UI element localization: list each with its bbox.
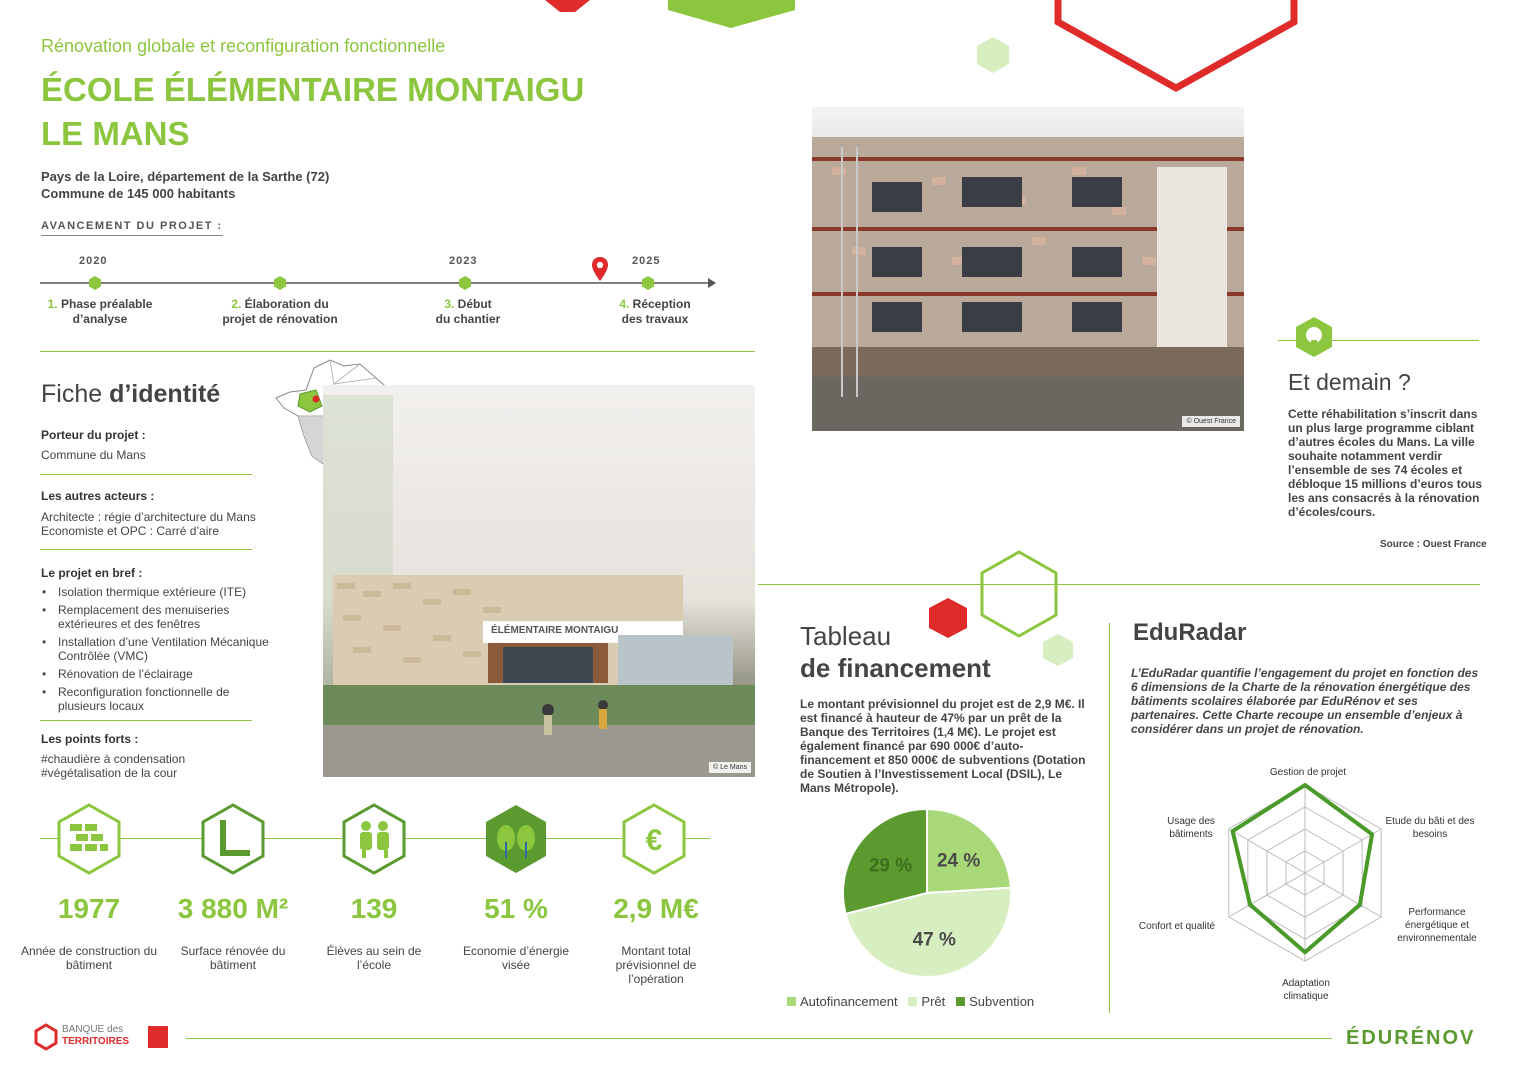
legend-swatch-subvention <box>956 997 965 1006</box>
radar-label-adaptation: Adaptation climatique <box>1282 978 1330 1002</box>
timeline-year-2025: 2025 <box>632 255 661 267</box>
radar-label-etude: Etude du bâti et des besoins <box>1385 816 1475 840</box>
bref-label: Le projet en bref : <box>41 566 143 580</box>
page-subtitle: Rénovation globale et reconfiguration fonctionnelle <box>41 36 446 56</box>
school-render-photo <box>323 385 755 777</box>
list-item: • Remplacement des menuiseries extérieures et des fenêtres <box>58 603 278 631</box>
timeline-year-2023: 2023 <box>449 255 478 267</box>
legend-swatch-pret <box>908 997 917 1006</box>
eduradar-intro: L’EduRadar quantifie l’engagement du projet en fonction des 6 dimensions de la Charte de la rénovation énergétique des bâtiments scolaires élaborée par EduRénov et ses partenaires. Cette Charte recoupe un ensemble d’enjeux à considérer dans un projet de rénovation. <box>1131 666 1479 736</box>
kpi-value-energy: 51 % <box>484 893 548 924</box>
radar-label-usage: Usage des bâtiments <box>1167 816 1215 840</box>
vertical-divider <box>1109 623 1110 1013</box>
red-hexagon-outline-top <box>1058 0 1294 88</box>
site-photo-credit: © Ouest France <box>1182 416 1240 427</box>
region-line2: Commune de 145 000 habitants <box>41 186 236 201</box>
fiche-heading: Fiche d’identité <box>41 380 221 408</box>
kpi-value-amount: 2,9 M€ <box>613 893 699 924</box>
timeline-dot-2 <box>274 276 286 290</box>
timeline-year-2020: 2020 <box>79 255 108 267</box>
region-line1: Pays de la Loire, département de la Sarthe (72) <box>41 169 330 184</box>
pie-label-subvention: 29 % <box>868 855 913 877</box>
financement-pie-chart <box>840 806 1014 980</box>
kpi-label-year: Année de construction du bâtiment <box>20 944 158 972</box>
timeline-step-4: 4. Réception des travaux <box>619 297 691 326</box>
construction-site-photo <box>812 107 1244 431</box>
school-render-illustration <box>323 385 755 777</box>
pie-label-pret: 47 % <box>912 929 956 951</box>
edurenov-logo: ÉDURÉNOV <box>1346 1027 1476 1049</box>
kpi-label-students: Élèves au sein de l’école <box>326 944 422 972</box>
timeline-line <box>40 274 720 294</box>
bdt-logo-text: BANQUE des TERRITOIRES <box>62 1024 130 1047</box>
kpi-value-year: 1977 <box>57 893 121 924</box>
et-demain-source: Source : Ouest France <box>1380 539 1487 550</box>
ruler-icon <box>203 805 263 873</box>
children-icon <box>344 805 404 873</box>
acteurs-value: Architecte : régie d’architecture du Mans Economiste et OPC : Carré d’aire <box>41 510 256 538</box>
timeline-dot-4 <box>642 276 654 290</box>
timeline-dot-3 <box>459 276 471 290</box>
kpi-value-students: 139 <box>350 893 398 924</box>
list-item: • Isolation thermique extérieure (ITE) <box>58 585 278 599</box>
financement-heading: Tableau de financement <box>800 621 991 683</box>
forts-value: #chaudière à condensation #végétalisation de la cour <box>41 752 186 780</box>
green-hexagon-outline <box>982 552 1056 636</box>
kpi-value-surface: 3 880 M² <box>177 893 289 924</box>
timeline-dot-1 <box>89 276 101 290</box>
porteur-label: Porteur du projet : <box>41 428 146 442</box>
divider-middle <box>758 584 1480 585</box>
divider-timeline <box>40 351 755 352</box>
legend-item-pret: Prêt <box>908 994 945 1009</box>
footer-line <box>186 1038 1332 1039</box>
divider-porteur <box>40 474 252 475</box>
location-pin-icon <box>591 256 609 282</box>
radar-label-gestion: Gestion de projet <box>1269 767 1347 778</box>
divider-acteurs <box>40 549 252 550</box>
financement-text: Le montant prévisionnel du projet est de 2,9 M€. Il est financé à hauteur de 47% par un prêt de la Banque des Territoires (1,4 M€). Le projet est également financé par 690 000€ d’auto-financement et 850 000€ de subventions (Dotation de Soutien à l’Investissement Local (DSIL), Le Mans Métropole). <box>800 697 1086 795</box>
svg-text:€: € <box>645 824 663 857</box>
kpi-icons <box>40 800 720 880</box>
trees-icon <box>486 805 546 873</box>
divider-bref <box>40 720 252 721</box>
radar-label-performance: Performance énergétique et environnementale <box>1397 907 1477 944</box>
construction-illustration <box>812 107 1244 431</box>
radar-score-polygon <box>1233 785 1372 952</box>
kpi-label-energy: Economie d’énergie visée <box>462 944 570 972</box>
list-item: • Rénovation de l’éclairage <box>58 667 278 681</box>
eduradar-chart <box>1180 770 1430 990</box>
timeline-step-2: 2. Élaboration du projet de rénovation <box>222 297 338 326</box>
pale-hexagon-small <box>977 37 1009 73</box>
legend-item-autofinancement: Autofinancement <box>787 994 898 1009</box>
render-photo-credit: © Le Mans <box>709 762 751 773</box>
legend-item-subvention: Subvention <box>956 994 1034 1009</box>
pale-hexagon-financement <box>1043 634 1073 666</box>
render-sign-text: ÉLÉMENTAIRE MONTAIGU <box>491 625 619 636</box>
green-hexagon-top <box>668 0 795 28</box>
timeline-step-3: 3. Début du chantier <box>435 297 501 326</box>
legend-swatch-autofinancement <box>787 997 796 1006</box>
radar-label-confort: Confort et qualité <box>1138 921 1216 932</box>
page-title <box>41 68 661 156</box>
red-hexagon-top <box>545 0 590 12</box>
pie-legend <box>787 994 1034 1009</box>
pie-label-autofinancement: 24 % <box>936 850 981 872</box>
euro-icon <box>624 805 684 873</box>
region-info <box>41 168 329 202</box>
page-title-line1: ÉCOLE ÉLÉMENTAIRE MONTAIGU <box>41 71 585 108</box>
list-item: • Reconfiguration fonctionnelle de plusieurs locaux <box>58 685 278 713</box>
timeline-heading: AVANCEMENT DU PROJET : <box>41 220 223 236</box>
bref-list <box>41 585 278 717</box>
eduradar-heading: EduRadar <box>1133 619 1247 646</box>
et-demain-heading: Et demain ? <box>1288 369 1411 395</box>
kpi-label-surface: Surface rénovée du bâtiment <box>180 944 286 972</box>
et-demain-text: Cette réhabilitation s’inscrit dans un plus large programme ciblant d’autres écoles du Mans. La ville souhaite notamment verdir l’ensemble de ses 74 écoles et débloque 15 millions d’euros tous les ans consacrés à la rénovation d’écoles/cours. <box>1288 407 1483 519</box>
page-title-line2: LE MANS <box>41 115 190 152</box>
acteurs-label: Les autres acteurs : <box>41 489 155 503</box>
kpi-label-amount: Montant total prévisionnel de l’opération <box>615 944 697 986</box>
forts-label: Les points forts : <box>41 732 139 746</box>
lightbulb-icon <box>1292 315 1336 359</box>
porteur-value: Commune du Mans <box>41 448 146 462</box>
list-item: • Installation d’une Ventilation Mécanique Contrôlée (VMC) <box>58 635 278 663</box>
timeline-step-1: 1. Phase préalable d’analyse <box>47 297 153 326</box>
bricks-icon <box>59 805 119 873</box>
